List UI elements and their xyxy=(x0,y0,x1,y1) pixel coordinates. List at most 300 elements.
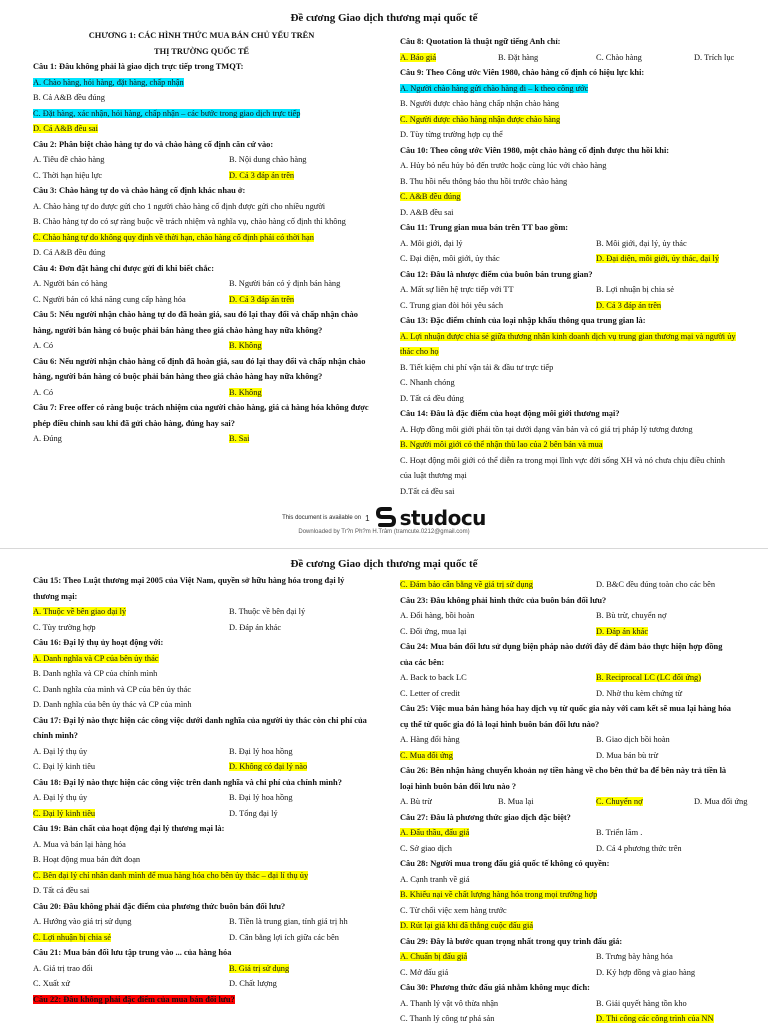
studocu-logo-icon xyxy=(376,507,396,529)
line-text: Câu 23: Đâu không phải hình thức của buôn bán đối lưu? xyxy=(400,595,607,605)
answer-cell xyxy=(229,292,370,308)
line-text: A. Chào hàng, hỏi hàng, đặt hàng, chấp nhận xyxy=(33,77,184,87)
answer-option: D. Cả 4 phương thức trên xyxy=(596,843,682,853)
answer-option: D. Không có đại lý nào xyxy=(229,762,308,771)
answer-option: B. Triển lãm . xyxy=(596,828,643,837)
answer-line xyxy=(33,90,370,106)
line-text: C. Danh nghĩa của mình và CP của bên ủy thác xyxy=(33,684,192,694)
answer-line xyxy=(400,918,737,934)
answer-cell xyxy=(229,152,370,168)
answer-row-4 xyxy=(400,50,737,66)
answer-cell xyxy=(400,670,596,686)
answer-option: C. Đại diện, môi giới, ủy thác xyxy=(400,254,500,263)
answer-option: A. Giá trị trao đổi xyxy=(33,963,93,973)
question-text xyxy=(33,354,370,385)
line-text: Câu 2: Phân biệt chào hàng tự do và chào hàng cố định căn cứ vào: xyxy=(33,139,274,149)
question-text xyxy=(400,701,737,732)
answer-line xyxy=(400,422,737,438)
answer-line xyxy=(400,887,737,903)
answer-row xyxy=(400,825,737,841)
question-text xyxy=(400,267,737,283)
answer-cell xyxy=(596,1011,737,1027)
answer-cell xyxy=(596,608,737,624)
answer-cell xyxy=(229,338,370,354)
answer-row xyxy=(400,282,737,298)
answer-option: D. Trích lục xyxy=(694,52,735,62)
answer-option: C. Đại lý kinh tiêu xyxy=(33,808,96,818)
answer-option: A. Có xyxy=(33,387,54,397)
answer-cell xyxy=(33,292,229,308)
line-text: Câu 11: Trung gian mua bán trên TT bao gồm: xyxy=(400,223,569,232)
answer-cell xyxy=(33,604,229,620)
answer-line xyxy=(400,81,737,97)
line-text: Câu 19: Bản chất của hoạt động đại lý thương mại là: xyxy=(33,824,225,833)
answer-cell xyxy=(33,385,229,401)
answer-option: C. Mua đối ứng xyxy=(400,750,453,760)
answer-cell xyxy=(596,298,737,314)
answer-option: D. Cân bằng lợi ích giữa các bên xyxy=(229,932,339,942)
line-text: C. Nhanh chóng xyxy=(400,378,455,387)
answer-cell xyxy=(33,744,229,760)
answer-option: A. Có xyxy=(33,341,54,350)
answer-cell xyxy=(596,965,737,981)
answer-option: B. Thuộc về bên đại lý xyxy=(229,607,306,616)
answer-line xyxy=(33,245,370,261)
studocu-footer xyxy=(0,506,768,530)
answer-option: B. Giao dịch bồi hoàn xyxy=(596,735,670,744)
question-text xyxy=(33,307,370,338)
question-text xyxy=(33,992,370,1008)
answer-line xyxy=(33,75,370,91)
question-text xyxy=(400,406,737,422)
answer-cell xyxy=(33,961,229,977)
answer-option: A. Tiêu đề chào hàng xyxy=(33,155,105,164)
answer-cell xyxy=(33,806,229,822)
question-text xyxy=(33,261,370,277)
line-text: C. A&B đều đúng xyxy=(400,192,461,201)
line-text: A. Cạnh tranh về giá xyxy=(400,874,470,884)
studocu-brand[interactable]: studocu xyxy=(399,506,486,530)
answer-option: C. Tùy trường hợp xyxy=(33,622,96,632)
answer-row xyxy=(33,790,370,806)
line-text: C. Đặt hàng, xác nhận, hỏi hàng, chấp nhận – các bước trong giao dịch trực tiếp xyxy=(33,108,301,118)
answer-cell xyxy=(33,759,229,775)
answer-line xyxy=(33,837,370,853)
line-text: THỊ TRƯỜNG QUỐC TẾ xyxy=(153,46,249,56)
answer-cell xyxy=(229,276,370,292)
line-text: A. Lợi nhuận được chia sẻ giữa thương nhân kinh doanh dịch vụ trung gian thương mại và người ủy thác cho họ xyxy=(400,331,736,356)
question-text xyxy=(33,573,370,604)
answer-option: A. Hàng đổi hàng xyxy=(400,735,460,744)
answer-option: A. Thanh lý vật vô thừa nhận xyxy=(400,998,499,1008)
answer-row xyxy=(400,686,737,702)
answer-cell xyxy=(596,577,737,593)
answer-line xyxy=(400,484,737,500)
answer-line xyxy=(33,199,370,215)
answer-option: A. Đổi hàng, bồi hoàn xyxy=(400,611,475,620)
line-text: B. Khiếu nại về chất lượng hàng hóa trong mọi trường hợp xyxy=(400,890,598,899)
answer-cell xyxy=(400,794,498,810)
line-text: Câu 29: Đây là bước quan trọng nhất trong quy trình đấu giá: xyxy=(400,936,623,946)
answer-line xyxy=(33,682,370,698)
answer-cell xyxy=(229,790,370,806)
answer-cell xyxy=(400,50,498,66)
line-text: B. Người được chào hàng chấp nhận chào hàng xyxy=(400,99,560,108)
page-number: 1 xyxy=(365,513,370,523)
question-text xyxy=(400,34,737,50)
right-column xyxy=(400,34,737,499)
answer-cell xyxy=(229,744,370,760)
answer-option: D. Chất lượng xyxy=(229,979,277,988)
line-text: B. Tiết kiệm chi phí vận tải & đầu tư trực tiếp xyxy=(400,362,554,372)
line-text: Câu 26: Bên nhận hàng chuyển khoản nợ tiền hàng về cho bên thứ ba để bên này trả tiền là loại hình buôn bán đối lưu nào ? xyxy=(400,766,727,791)
answer-line xyxy=(33,106,370,122)
answer-option: C. Thanh lý công tư phá sản xyxy=(400,1014,495,1023)
line-text: Câu 8: Quotation là thuật ngữ tiếng Anh chỉ: xyxy=(400,37,561,46)
question-text xyxy=(400,980,737,996)
answer-cell xyxy=(400,298,596,314)
line-text: Câu 9: Theo Công ước Viên 1980, chào hàng cố định có hiệu lực khi: xyxy=(400,68,645,77)
answer-line xyxy=(400,96,737,112)
answer-option: C. Chuyển nợ xyxy=(596,797,643,806)
answer-cell xyxy=(596,996,737,1012)
chapter-heading xyxy=(33,28,370,44)
answer-line xyxy=(400,329,737,360)
answer-cell xyxy=(33,168,229,184)
answer-line xyxy=(400,360,737,376)
line-text: C. Người được chào hàng nhận được chào hàng xyxy=(400,114,561,124)
answer-cell xyxy=(694,794,748,810)
answer-line xyxy=(33,868,370,884)
page-title-2: Đề cương Giao dịch thương mại quốc tế xyxy=(290,558,478,570)
answer-option: A. Chuẩn bị đấu giá xyxy=(400,952,468,961)
answer-cell xyxy=(33,914,229,930)
answer-cell xyxy=(498,50,596,66)
answer-cell xyxy=(33,338,229,354)
line-text: C. Bên đại lý chỉ nhân danh mình để mua hàng hóa cho bên ủy thác – đại lí thụ ủy xyxy=(33,870,309,880)
answer-cell xyxy=(596,825,737,841)
answer-cell xyxy=(596,748,737,764)
line-text: Câu 5: Nếu người nhận chào hàng tự do đã hoàn giá, sau đó lại thay đổi và chấp nhận chào hàng, người bán hàng có buộc phải bán hàng theo giá chào hàng hay nữa không? xyxy=(33,310,358,335)
question-text xyxy=(33,400,370,431)
answer-option: D. Đại diện, môi giới, ủy thác, đại lý xyxy=(596,254,720,263)
answer-option: C. Trung gian đòi hỏi yêu sách xyxy=(400,300,504,310)
answer-cell xyxy=(229,168,370,184)
answer-option: B. Giải quyết hàng tồn kho xyxy=(596,998,687,1008)
chapter-heading xyxy=(33,44,370,60)
line-text: A. Danh nghĩa và CP của bên ủy thác xyxy=(33,653,159,663)
answer-option: A. Thuộc về bên giao đại lý xyxy=(33,607,127,616)
answer-row xyxy=(33,385,370,401)
answer-cell xyxy=(400,686,596,702)
answer-option: B. Đại lý hoa hồng xyxy=(229,793,293,802)
line-text: Câu 21: Mua bán đối lưu tập trung vào ... của hàng hóa xyxy=(33,948,232,957)
answer-row xyxy=(33,759,370,775)
answer-option: B. Môi giới, đại lý, ủy thác xyxy=(596,238,687,248)
answer-row xyxy=(400,251,737,267)
question-text xyxy=(400,856,737,872)
answer-cell xyxy=(400,577,596,593)
line-text: A. Hủy bỏ nếu hủy bỏ đến trước hoặc cùng lúc với chào hàng xyxy=(400,161,607,170)
answer-option: C. Chào hàng xyxy=(596,52,642,62)
answer-option: A. Đại lý thụ ủy xyxy=(33,793,88,802)
answer-cell xyxy=(596,841,737,857)
answer-row xyxy=(33,431,370,447)
left-column-2 xyxy=(33,573,370,1007)
line-text: Câu 7: Free offer có ràng buộc trách nhiệm của người chào hàng, giá cả hàng hóa không được phép điều chỉnh sau khi đã gửi chào hàng, đúng hay sai? xyxy=(33,403,369,428)
answer-row xyxy=(33,806,370,822)
question-text xyxy=(400,593,737,609)
question-text xyxy=(400,220,737,236)
answer-line xyxy=(33,697,370,713)
answer-row xyxy=(400,624,737,640)
line-text: Câu 4: Đơn đặt hàng chỉ được gửi đi khi biết chắc: xyxy=(33,263,215,273)
answer-option: B. Sai xyxy=(229,434,250,443)
answer-row xyxy=(33,961,370,977)
answer-cell xyxy=(400,251,596,267)
answer-row xyxy=(33,168,370,184)
answer-option: A. Đại lý thụ ủy xyxy=(33,746,88,756)
line-text: D. Cả A&B đều đúng xyxy=(33,248,106,257)
answer-line xyxy=(400,453,737,484)
line-text: D. Cả A&B đều sai xyxy=(33,124,98,133)
answer-cell xyxy=(498,794,596,810)
answer-option: C. Lợi nhuận bị chia sẻ xyxy=(33,932,111,942)
line-text: Câu 15: Theo Luật thương mại 2005 của Việt Nam, quyền sở hữu hàng hóa trong đại lý thương mại: xyxy=(33,576,345,601)
answer-option: D. Ký hợp đồng và giao hàng xyxy=(596,967,696,977)
answer-line xyxy=(33,852,370,868)
answer-option: C. Người bán có khả năng cung cấp hàng hóa xyxy=(33,294,186,304)
answer-option: C. Đảm bảo cân bằng về giá trị sử dụng xyxy=(400,580,533,589)
answer-option: B. Người bán có ý định bán hàng xyxy=(229,279,341,288)
question-text xyxy=(400,763,737,794)
answer-row xyxy=(33,292,370,308)
answer-cell xyxy=(596,624,737,640)
answer-cell xyxy=(33,276,229,292)
answer-option: B. Không xyxy=(229,387,262,397)
answer-cell xyxy=(33,620,229,636)
answer-cell xyxy=(400,965,596,981)
answer-line xyxy=(400,375,737,391)
answer-option: B. Không xyxy=(229,341,262,350)
answer-cell xyxy=(229,759,370,775)
line-text: A. Người chào hàng gửi chào hàng đi – k theo công ước xyxy=(400,83,589,93)
line-text: D. Tất cả đều sai xyxy=(33,886,90,895)
line-text: C. Chào hàng tự do không quy định về thời hạn, chào hàng cố định phải có thời hạn xyxy=(33,232,314,242)
answer-option: B. Bù trừ, chuyển nợ xyxy=(596,611,667,620)
right-column-2 xyxy=(400,577,748,1027)
answer-cell xyxy=(229,385,370,401)
line-text: Câu 28: Người mua trong đấu giá quốc tế không có quyền: xyxy=(400,859,610,868)
question-text xyxy=(33,821,370,837)
answer-row xyxy=(400,949,737,965)
answer-line xyxy=(400,437,737,453)
line-text: D. Tất cả đều đúng xyxy=(400,393,464,403)
answer-cell xyxy=(229,961,370,977)
question-text xyxy=(33,713,370,744)
answer-cell xyxy=(229,914,370,930)
answer-option: A. Hướng vào giá trị sử dụng xyxy=(33,917,132,926)
answer-row xyxy=(33,152,370,168)
answer-cell xyxy=(400,949,596,965)
line-text: D. Tùy từng trường hợp cụ thể xyxy=(400,130,503,139)
answer-option: C. Đối ứng, mua lại xyxy=(400,626,467,636)
answer-line xyxy=(400,127,737,143)
line-text: B. Người môi giới có thể nhận thù lao của 2 bên bán và mua xyxy=(400,440,603,449)
answer-cell xyxy=(596,686,737,702)
answer-row xyxy=(33,620,370,636)
answer-line xyxy=(400,189,737,205)
answer-option: A. Mất sự liên hệ trực tiếp với TT xyxy=(400,285,514,294)
line-text: Câu 10: Theo công ước Viên 1980, một chào hàng cố định được thu hồi khi: xyxy=(400,145,670,155)
question-text xyxy=(33,945,370,961)
answer-row xyxy=(400,298,737,314)
answer-line xyxy=(33,230,370,246)
answer-cell xyxy=(400,608,596,624)
answer-option: D. Đáp án khác xyxy=(596,626,649,636)
answer-row xyxy=(400,996,737,1012)
answer-row xyxy=(33,976,370,992)
line-text: Câu 13: Đặc điểm chính của loại nhập khẩu thông qua trung gian là: xyxy=(400,316,646,325)
page-title: Đề cương Giao dịch thương mại quốc tế xyxy=(290,12,478,24)
line-text: Câu 18: Đại lý nào thực hiện các công việc trên danh nghĩa và chi phí của chính mình? xyxy=(33,777,342,787)
answer-cell xyxy=(596,732,737,748)
answer-line xyxy=(400,112,737,128)
line-text: B. Cả A&B đều đúng xyxy=(33,93,105,102)
answer-cell xyxy=(596,282,737,298)
answer-option: D. B&C đều đúng toàn cho các bên xyxy=(596,580,716,589)
line-text: Câu 17: Đại lý nào thực hiện các công việc dưới danh nghĩa của người ủy thác còn chi phí của chính mình? xyxy=(33,715,367,740)
document-page-2 xyxy=(0,548,768,1025)
question-text xyxy=(33,59,370,75)
answer-row xyxy=(33,914,370,930)
answer-option: D. Tổng đại lý xyxy=(229,808,278,818)
line-text: A. Mua và bán lại hàng hóa xyxy=(33,839,126,849)
line-text: B. Chào hàng tự do có sự ràng buộc về trách nhiệm và nghĩa vụ, chào hàng cố định thì không xyxy=(33,217,346,226)
answer-cell xyxy=(33,930,229,946)
answer-cell xyxy=(694,50,737,66)
answer-line xyxy=(33,883,370,899)
download-note: Downloaded by Tr?n Ph?m H.Trâm (tramcute.0212@gmail.com) xyxy=(298,529,470,535)
line-text: C. Hoạt động môi giới có thể diễn ra trong mọi lĩnh vực đời sống XH và nó chưa chịu điều chỉnh của luật thương mại xyxy=(400,455,725,480)
answer-row xyxy=(33,276,370,292)
question-text xyxy=(400,810,737,826)
line-text: B. Danh nghĩa và CP của chính mình xyxy=(33,669,158,678)
answer-option: B. Mua lại xyxy=(498,797,534,806)
answer-row xyxy=(400,236,737,252)
answer-option: A. Môi giới, đại lý xyxy=(400,238,463,248)
answer-cell xyxy=(596,949,737,965)
answer-option: D. Mua đối ứng xyxy=(694,797,748,806)
line-text: D.Tất cả đều sai xyxy=(400,486,455,496)
answer-option: B. Giá trị sử dụng xyxy=(229,963,290,973)
answer-option: B. Tiền là trung gian, tính giá trị hh xyxy=(229,917,348,926)
answer-row xyxy=(400,841,737,857)
line-text: CHƯƠNG 1: CÁC HÌNH THỨC MUA BÁN CHỦ YẾU TRÊN xyxy=(88,31,315,40)
line-text: Câu 22: Đâu không phải đặc điểm của mua bán đối lưu? xyxy=(33,994,235,1004)
question-text xyxy=(33,635,370,651)
answer-cell xyxy=(33,976,229,992)
question-text xyxy=(33,137,370,153)
line-text: C. Từ chối việc xem hàng trước xyxy=(400,905,507,915)
answer-cell xyxy=(229,604,370,620)
line-text: Câu 16: Đại lý thụ ủy hoạt động với: xyxy=(33,638,164,647)
answer-option: A. Người bán có hàng xyxy=(33,279,108,288)
line-text: B. Hoạt động mua bán đứt đoạn xyxy=(33,855,141,864)
question-text xyxy=(400,143,737,159)
answer-option: D. Đáp án khác xyxy=(229,622,282,632)
answer-option: A. Báo giá xyxy=(400,52,437,62)
answer-row xyxy=(400,748,737,764)
answer-option: C. Xuất xứ xyxy=(33,979,70,988)
answer-option: B. Reciprocal LC (LC đối ứng) xyxy=(596,673,702,682)
question-text xyxy=(33,775,370,791)
answer-cell xyxy=(400,748,596,764)
answer-line xyxy=(400,872,737,888)
line-text: Câu 3: Chào hàng tự do và chào hàng cố định khác nhau ở: xyxy=(33,186,246,195)
answer-cell xyxy=(596,670,737,686)
line-text: D. Danh nghĩa của bên ủy thác và CP của mình xyxy=(33,700,192,709)
answer-row xyxy=(400,732,737,748)
line-text: Câu 30: Phương thức đấu giá nhằm không mục đích: xyxy=(400,983,590,992)
answer-option: A. Đúng xyxy=(33,434,62,443)
answer-cell xyxy=(33,790,229,806)
answer-cell xyxy=(400,236,596,252)
answer-line xyxy=(400,174,737,190)
answer-cell xyxy=(33,431,229,447)
answer-option: B. Đại lý hoa hồng xyxy=(229,746,293,756)
line-text: D. Rút lại giá khi đã thắng cuộc đấu giá xyxy=(400,921,534,930)
question-text xyxy=(33,899,370,915)
answer-row xyxy=(400,670,737,686)
answer-cell xyxy=(596,50,694,66)
answer-cell xyxy=(400,1011,596,1027)
answer-cell xyxy=(229,976,370,992)
answer-option: B. Nội dung chào hàng xyxy=(229,155,307,164)
answer-option: C. Sở giao dịch xyxy=(400,843,452,853)
footer-available-text: This document is available on xyxy=(282,515,362,521)
answer-row xyxy=(33,930,370,946)
answer-cell xyxy=(596,236,737,252)
line-text: B. Thu hồi nếu thông báo thu hồi trước chào hàng xyxy=(400,176,568,186)
answer-cell xyxy=(229,431,370,447)
answer-cell xyxy=(33,152,229,168)
line-text: A. Chào hàng tự do được gửi cho 1 người chào hàng cố định được gửi cho nhiều người xyxy=(33,201,326,211)
answer-cell xyxy=(400,825,596,841)
answer-option: B. Lợi nhuận bị chia sẻ xyxy=(596,285,674,294)
answer-row xyxy=(400,608,737,624)
answer-cell xyxy=(400,996,596,1012)
answer-option: C. Đại lý kinh tiêu xyxy=(33,762,96,771)
line-text: Câu 27: Đâu là phương thức giao dịch đặc biệt? xyxy=(400,812,571,822)
line-text: Câu 25: Việc mua bán hàng hóa hay dịch vụ từ quốc gia này với cam kết sẽ mua lại hàng hóa cụ thể từ quốc gia đó là loại hình buôn bán đối lưu nào? xyxy=(400,704,731,729)
answer-row xyxy=(400,965,737,981)
answer-option: C. Mở đấu giá xyxy=(400,967,449,977)
line-text: Câu 20: Đâu không phải đặc điểm của phương thức buôn bán đối lưu? xyxy=(33,901,286,911)
answer-row xyxy=(33,338,370,354)
answer-option: B. Đặt hàng xyxy=(498,52,539,62)
answer-option: A. Bù trừ xyxy=(400,797,432,806)
answer-option: D. Cả 3 đáp án trên xyxy=(229,170,295,180)
answer-option: D. Nhờ thu kèm chứng từ xyxy=(596,688,683,698)
answer-option: A. Đấu thầu, đấu giá xyxy=(400,828,470,837)
question-text xyxy=(400,934,737,950)
line-text: Câu 6: Nếu người nhận chào hàng cố định đã hoàn giá, sau đó lại thay đổi và chấp nhận chào hàng, người bán hàng có buộc phải bán hàng theo giá chào hàng hay nữa không? xyxy=(33,356,366,381)
question-text xyxy=(33,183,370,199)
answer-row xyxy=(400,1011,737,1027)
answer-line xyxy=(400,391,737,407)
line-text: Câu 12: Đâu là nhược điểm của buôn bán trung gian? xyxy=(400,269,593,279)
